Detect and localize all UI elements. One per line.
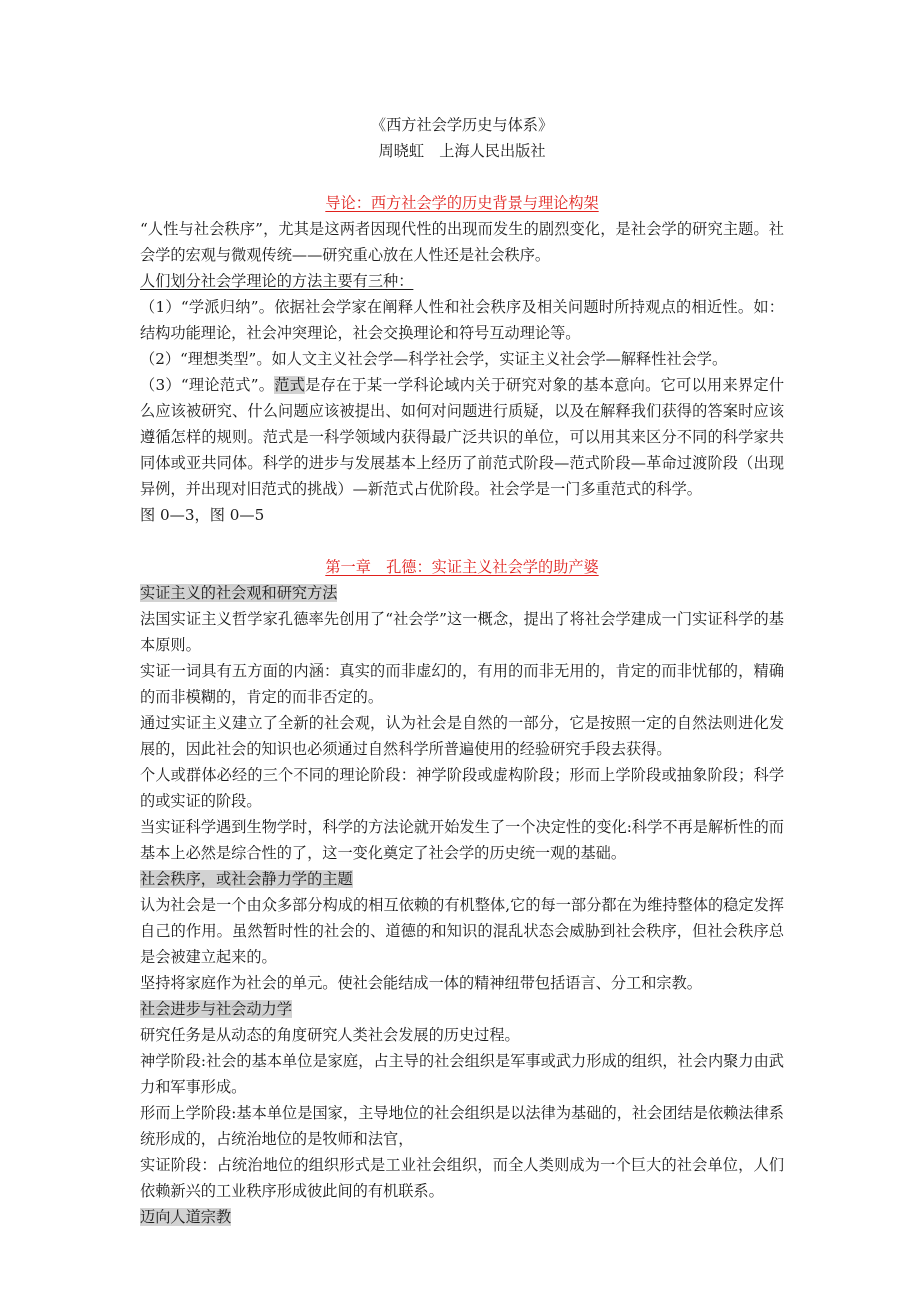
method-3-term: 范式: [274, 376, 306, 394]
method-3-rest: 是存在于某一学科论域内关于研究对象的基本意向。它可以用来界定什么应该被研究、什么问题应该被提出、如何对问题进行质疑，以及在解释我们获得的答案时应该遵循怎样的规则。范式是一科学领域内获得最广泛共识的单位，可以用其来区分不同的科学家共同体或亚共同体。科学的进步与发展基本上经历了前范式阶段—范式阶段—革命过渡阶段（出现异例，并出现对旧范式的挑战）—新范式占优阶段。社会学是一门多重范式的科学。: [140, 376, 785, 498]
section-heading: [140, 866, 784, 892]
paragraph: 个人或群体必经的三个不同的理论阶段：神学阶段或虚构阶段；形而上学阶段或抽象阶段；科学的或实证的阶段。: [140, 766, 784, 810]
method-3: [140, 372, 784, 502]
paragraph: 坚持将家庭作为社会的单元。使社会能结成一体的精神纽带包括语言、分工和宗教。: [140, 974, 702, 992]
methods-heading-text: 人们划分社会学理论的方法主要有三种：: [140, 272, 414, 290]
section-heading-positivism: 实证主义的社会观和研究方法: [140, 584, 338, 602]
method-3-lead: （3）“理论范式”。: [140, 376, 275, 394]
paragraph: 法国实证主义哲学家孔德率先创用了“社会学”这一概念，提出了将社会学建成一门实证科学的基本原则。: [140, 610, 784, 654]
paragraph: 实证阶段：占统治地位的组织形式是工业社会组织，而全人类则成为一个巨大的社会单位，人们依赖新兴的工业秩序形成彼此间的有机联系。: [140, 1156, 784, 1200]
section-heading: [140, 580, 784, 606]
paragraph: 实证一词具有五方面的内涵：真实的而非虚幻的，有用的而非无用的，肯定的而非忧郁的，精确的而非模糊的，肯定的而非否定的。: [140, 662, 784, 706]
chapter1-heading-text: 第一章 孔德：实证主义社会学的助产婆: [325, 558, 599, 576]
section-heading-humanity-religion: 迈向人道宗教: [140, 1208, 232, 1226]
chapter1-heading: [140, 554, 784, 580]
figure-reference: 图 0—3，图 0—5: [140, 506, 265, 524]
document-body: [140, 112, 784, 1230]
section-heading-social-order: 社会秩序，或社会静力学的主题: [140, 870, 353, 888]
paragraph: 形而上学阶段:基本单位是国家，主导地位的社会组织是以法律为基础的，社会团结是依赖法律系统形成的，占统治地位的是牧师和法官，: [140, 1104, 784, 1148]
paragraph: 当实证科学遇到生物学时，科学的方法论就开始发生了一个决定性的变化:科学不再是解析性的而基本上必然是综合性的了，这一变化奠定了社会学的历史统一观的基础。: [140, 818, 784, 862]
paragraph: 研究任务是从动态的角度研究人类社会发展的历史过程。: [140, 1026, 520, 1044]
paragraph: 通过实证主义建立了全新的社会观，认为社会是自然的一部分，它是按照一定的自然法则进化发展的，因此社会的知识也必须通过自然科学所普遍使用的经验研究手段去获得。: [140, 714, 784, 758]
paragraph: 认为社会是一个由众多部分构成的相互依赖的有机整体,它的每一部分都在为维持整体的稳定发挥自己的作用。虽然暂时性的社会的、道德的和知识的混乱状态会威胁到社会秩序，但社会秩序总是会被建立起来的。: [140, 896, 784, 966]
paragraph: 神学阶段:社会的基本单位是家庭，占主导的社会组织是军事或武力形成的组织，社会内聚力由武力和军事形成。: [140, 1052, 784, 1096]
book-title: 《西方社会学历史与体系》: [370, 116, 554, 134]
section-heading: [140, 1204, 784, 1230]
section-heading: [140, 996, 784, 1022]
method-2: （2）“理想类型”。如人文主义社会学—科学社会学，实证主义社会学—解释性社会学。: [140, 350, 728, 368]
methods-heading: [140, 268, 784, 294]
intro-heading-text: 导论：西方社会学的历史背景与理论构架: [325, 194, 599, 212]
author-publisher: 周晓虹 上海人民出版社: [378, 142, 546, 160]
intro-heading: [140, 190, 784, 216]
method-1: （1）“学派归纳”。依据社会学家在阐释人性和社会秩序及相关问题时所持观点的相近性。如：结构功能理论，社会冲突理论，社会交换理论和符号互动理论等。: [140, 298, 784, 342]
section-heading-social-progress: 社会进步与社会动力学: [140, 1000, 292, 1018]
intro-paragraph: “人性与社会秩序”，尤其是这两者因现代性的出现而发生的剧烈变化，是社会学的研究主题。社会学的宏观与微观传统——研究重心放在人性还是社会秩序。: [140, 220, 784, 264]
